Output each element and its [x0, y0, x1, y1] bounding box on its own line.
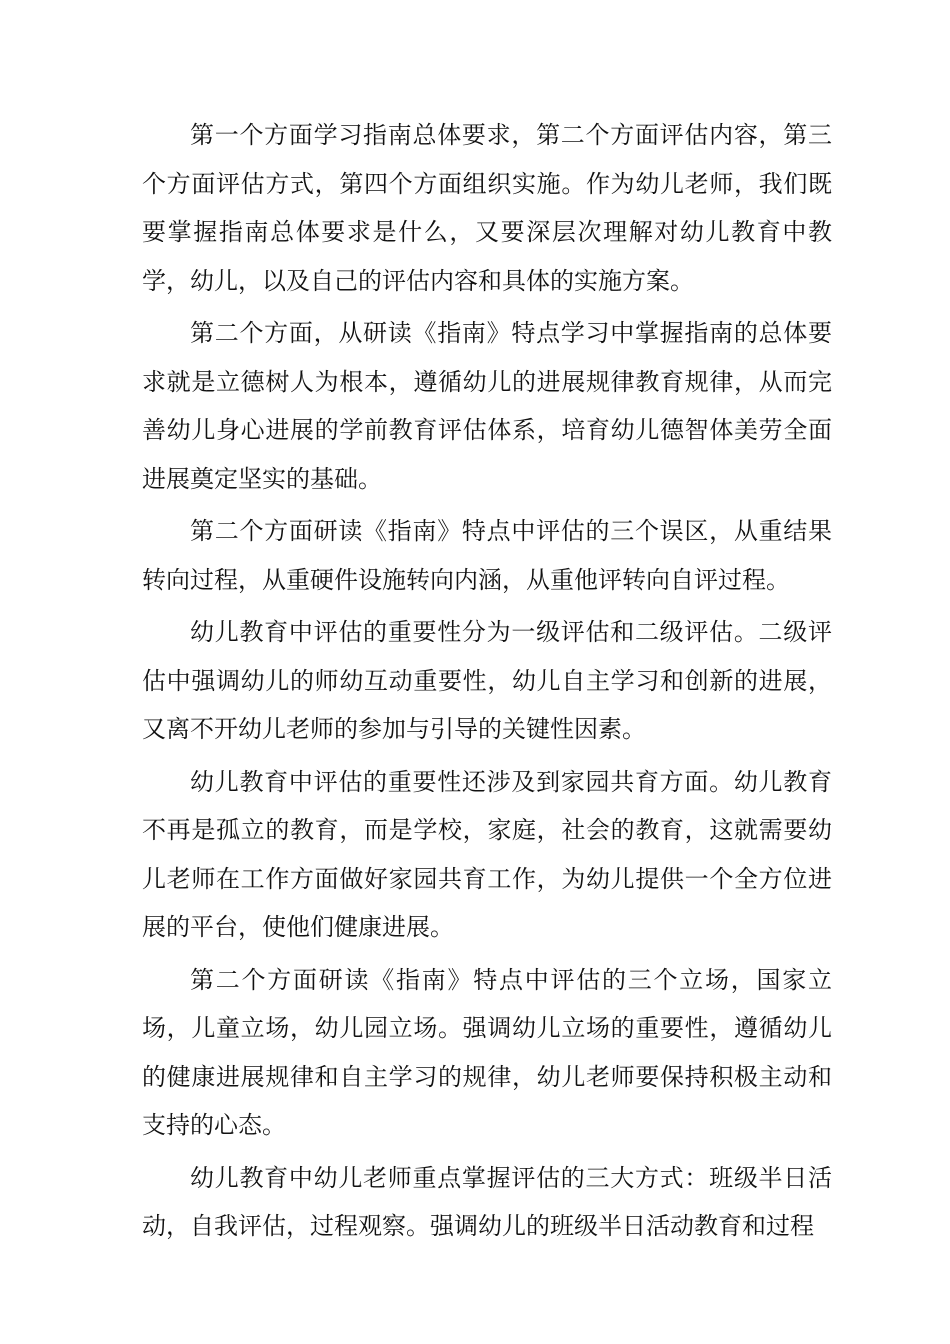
- paragraph-1: 第一个方面学习指南总体要求，第二个方面评估内容，第三个方面评估方式，第四个方面组织实施。作为幼儿老师，我们既要掌握指南总体要求是什么，又要深层次理解对幼儿教育中教学，幼儿，以及自己的评估内容和具体的实施方案。: [142, 121, 832, 295]
- paragraph-4: 幼儿教育中评估的重要性分为一级评估和二级评估。二级评估中强调幼儿的师幼互动重要性，幼儿自主学习和创新的进展，又离不开幼儿老师的参加与引导的关键性因素。: [142, 618, 832, 743]
- paragraph-6: 第二个方面研读《指南》特点中评估的三个立场，国家立场，儿童立场，幼儿园立场。强调幼儿立场的重要性，遵循幼儿的健康进展规律和自主学习的规律，幼儿老师要保持积极主动和支持的心态。: [142, 965, 832, 1139]
- paragraph-2: 第二个方面，从研读《指南》特点学习中掌握指南的总体要求就是立德树人为根本，遵循幼儿的进展规律教育规律，从而完善幼儿身心进展的学前教育评估体系，培育幼儿德智体美劳全面进展奠定坚实的基础。: [142, 319, 832, 493]
- paragraph-3: 第二个方面研读《指南》特点中评估的三个误区，从重结果转向过程，从重硬件设施转向内涵，从重他评转向自评过程。: [142, 517, 832, 594]
- paragraph-7: 幼儿教育中幼儿老师重点掌握评估的三大方式：班级半日活动，自我评估，过程观察。强调幼儿的班级半日活动教育和过程: [142, 1163, 832, 1240]
- document-body: [142, 111, 832, 1255]
- paragraph-5: 幼儿教育中评估的重要性还涉及到家园共育方面。幼儿教育不再是孤立的教育，而是学校，家庭，社会的教育，这就需要幼儿老师在工作方面做好家园共育工作，为幼儿提供一个全方位进展的平台，使他们健康进展。: [142, 767, 832, 941]
